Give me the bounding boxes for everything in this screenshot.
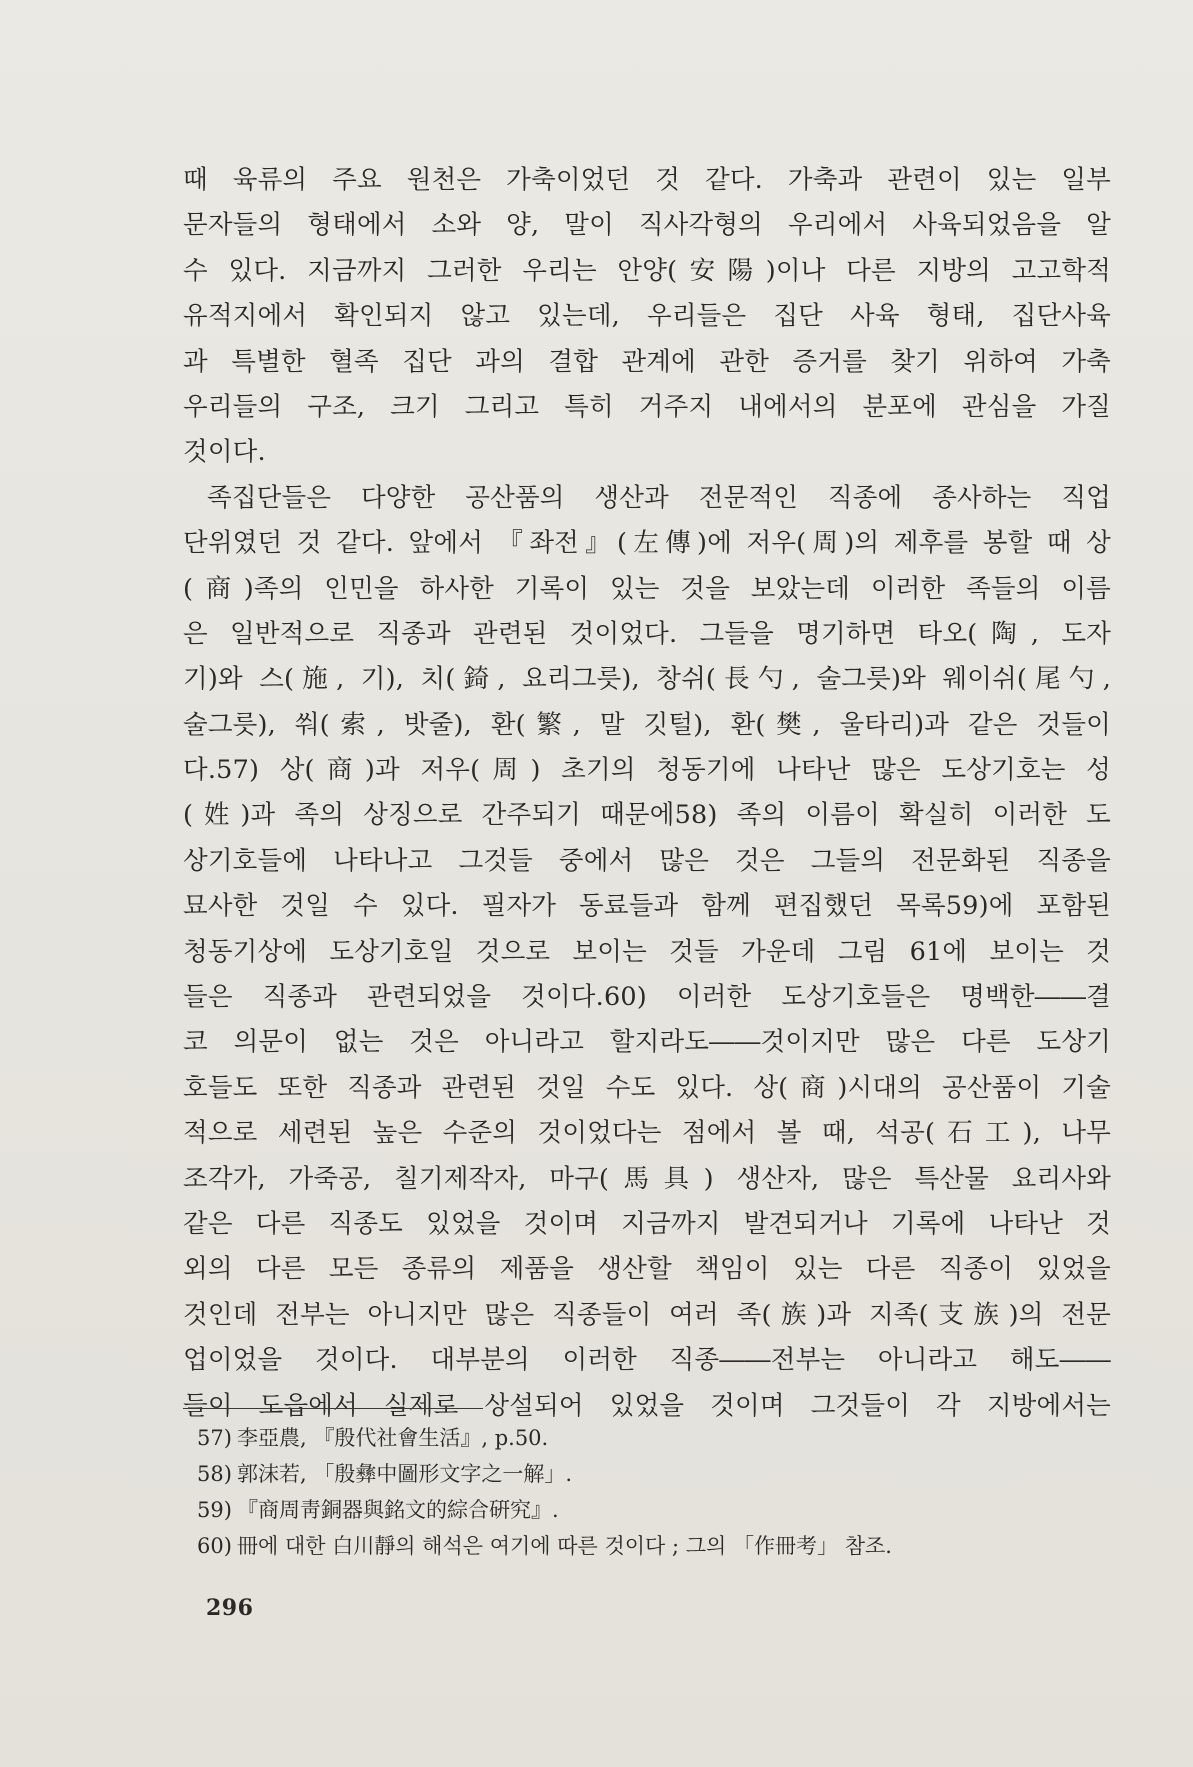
text-line: 들이 도읍에서 실제로 상설되어 있었을 것이며 그것들이 각 지방에서는: [183, 1390, 1111, 1421]
footnotes: [197, 1420, 1097, 1564]
text-line: 상기호들에 나타나고 그것들 중에서 많은 것은 그들의 전문화된 직종을: [183, 845, 1111, 876]
paragraph-start-line: 족집단들은 다양한 공산품의 생산과 전문적인 직종에 종사하는 직업: [207, 482, 1111, 513]
footnote-text: 『商周靑銅器與銘文的綜合硏究』.: [237, 1498, 559, 1522]
footnote-number: 59): [197, 1498, 232, 1522]
footnote: [197, 1420, 1097, 1456]
text-line: 청동기상에 도상기호일 것으로 보이는 것들 가운데 그림 61에 보이는 것: [183, 936, 1111, 967]
text-line: 유적지에서 확인되지 않고 있는데, 우리들은 집단 사육 형태, 집단사육: [183, 301, 1111, 332]
text-line: 때 육류의 주요 원천은 가축이었던 것 같다. 가축과 관련이 있는 일부: [183, 165, 1111, 195]
text-line: 문자들의 형태에서 소와 양, 말이 직사각형의 우리에서 사육되었음을 알: [183, 210, 1111, 241]
footnote-number: 57): [197, 1426, 232, 1450]
footnote-text: 李亞農, 『殷代社會生活』, p.50.: [237, 1426, 549, 1450]
text-line: 우리들의 구조, 크기 그리고 특히 거주지 내에서의 분포에 관심을 가질: [183, 391, 1111, 422]
text-line: 같은 다른 직종도 있었을 것이며 지금까지 발견되거나 기록에 나타난 것: [183, 1208, 1111, 1239]
text-line: 은 일반적으로 직종과 관련된 것이었다. 그들을 명기하면 타오(陶, 도자: [183, 618, 1111, 649]
text-line: 술그릇), 쒀(索, 밧줄), 환(繁, 말 깃털), 환(樊, 울타리)과 같은 것들이: [183, 709, 1111, 740]
footnote-number: 60): [197, 1534, 232, 1558]
text-line: 조각가, 가죽공, 칠기제작자, 마구(馬具) 생산자, 많은 특산물 요리사와: [183, 1163, 1111, 1194]
footnote: [197, 1492, 1097, 1528]
text-line: 호들도 또한 직종과 관련된 것일 수도 있다. 상(商)시대의 공산품이 기술: [183, 1072, 1111, 1103]
footnote-number: 58): [197, 1462, 232, 1486]
text-line: 다.57) 상(商)과 저우(周) 초기의 청동기에 나타난 많은 도상기호는 성: [183, 755, 1111, 786]
text-line: 단위였던 것 같다. 앞에서 『좌전』(左傳)에 저우(周)의 제후를 봉할 때 상: [183, 528, 1111, 559]
text-line: 기)와 스(施, 기), 치(錡, 요리그릇), 창쉬(長勺, 술그릇)와 웨이쉬(尾勺,: [183, 664, 1111, 695]
paragraph-end-line: 것이다.: [183, 437, 266, 468]
text-line: 외의 다른 모든 종류의 제품을 생산할 책임이 있는 다른 직종이 있었을: [183, 1254, 1111, 1285]
text-line: 묘사한 것일 수 있다. 필자가 동료들과 함께 편집했던 목록59)에 포함된: [183, 891, 1111, 922]
text-line: 적으로 세련된 높은 수준의 것이었다는 점에서 볼 때, 석공(石工), 나무: [183, 1118, 1111, 1149]
page-number: 296: [206, 1595, 254, 1621]
text-line: 업이었을 것이다. 대부분의 이러한 직종――전부는 아니라고 해도――: [183, 1345, 1111, 1376]
text-line: (姓)과 족의 상징으로 간주되기 때문에58) 족의 이름이 확실히 이러한 도: [183, 800, 1111, 831]
text-line: 과 특별한 혈족 집단 과의 결합 관계에 관한 증거를 찾기 위하여 가축: [183, 346, 1111, 377]
footnote-text: 冊에 대한 白川靜의 해석은 여기에 따른 것이다 ; 그의 「作冊考」 참조.: [237, 1534, 892, 1558]
footnote-text: 郭沫若, 「殷彝中圖形文字之一解」.: [237, 1462, 573, 1486]
footnote: [197, 1456, 1097, 1492]
body-text: [183, 158, 1111, 1429]
text-line: (商)족의 인민을 하사한 기록이 있는 것을 보았는데 이러한 족들의 이름: [183, 573, 1111, 604]
text-line: 코 의문이 없는 것은 아니라고 할지라도――것이지만 많은 다른 도상기: [183, 1027, 1111, 1058]
text-line: 들은 직종과 관련되었을 것이다.60) 이러한 도상기호들은 명백한――결: [183, 982, 1111, 1013]
text-line: 수 있다. 지금까지 그러한 우리는 안양(安陽)이나 다른 지방의 고고학적: [183, 255, 1111, 286]
footnote: [197, 1528, 1097, 1564]
text-line: 것인데 전부는 아니지만 많은 직종들이 여러 족(族)과 지족(支族)의 전문: [183, 1299, 1111, 1330]
footnote-divider: [183, 1408, 483, 1409]
